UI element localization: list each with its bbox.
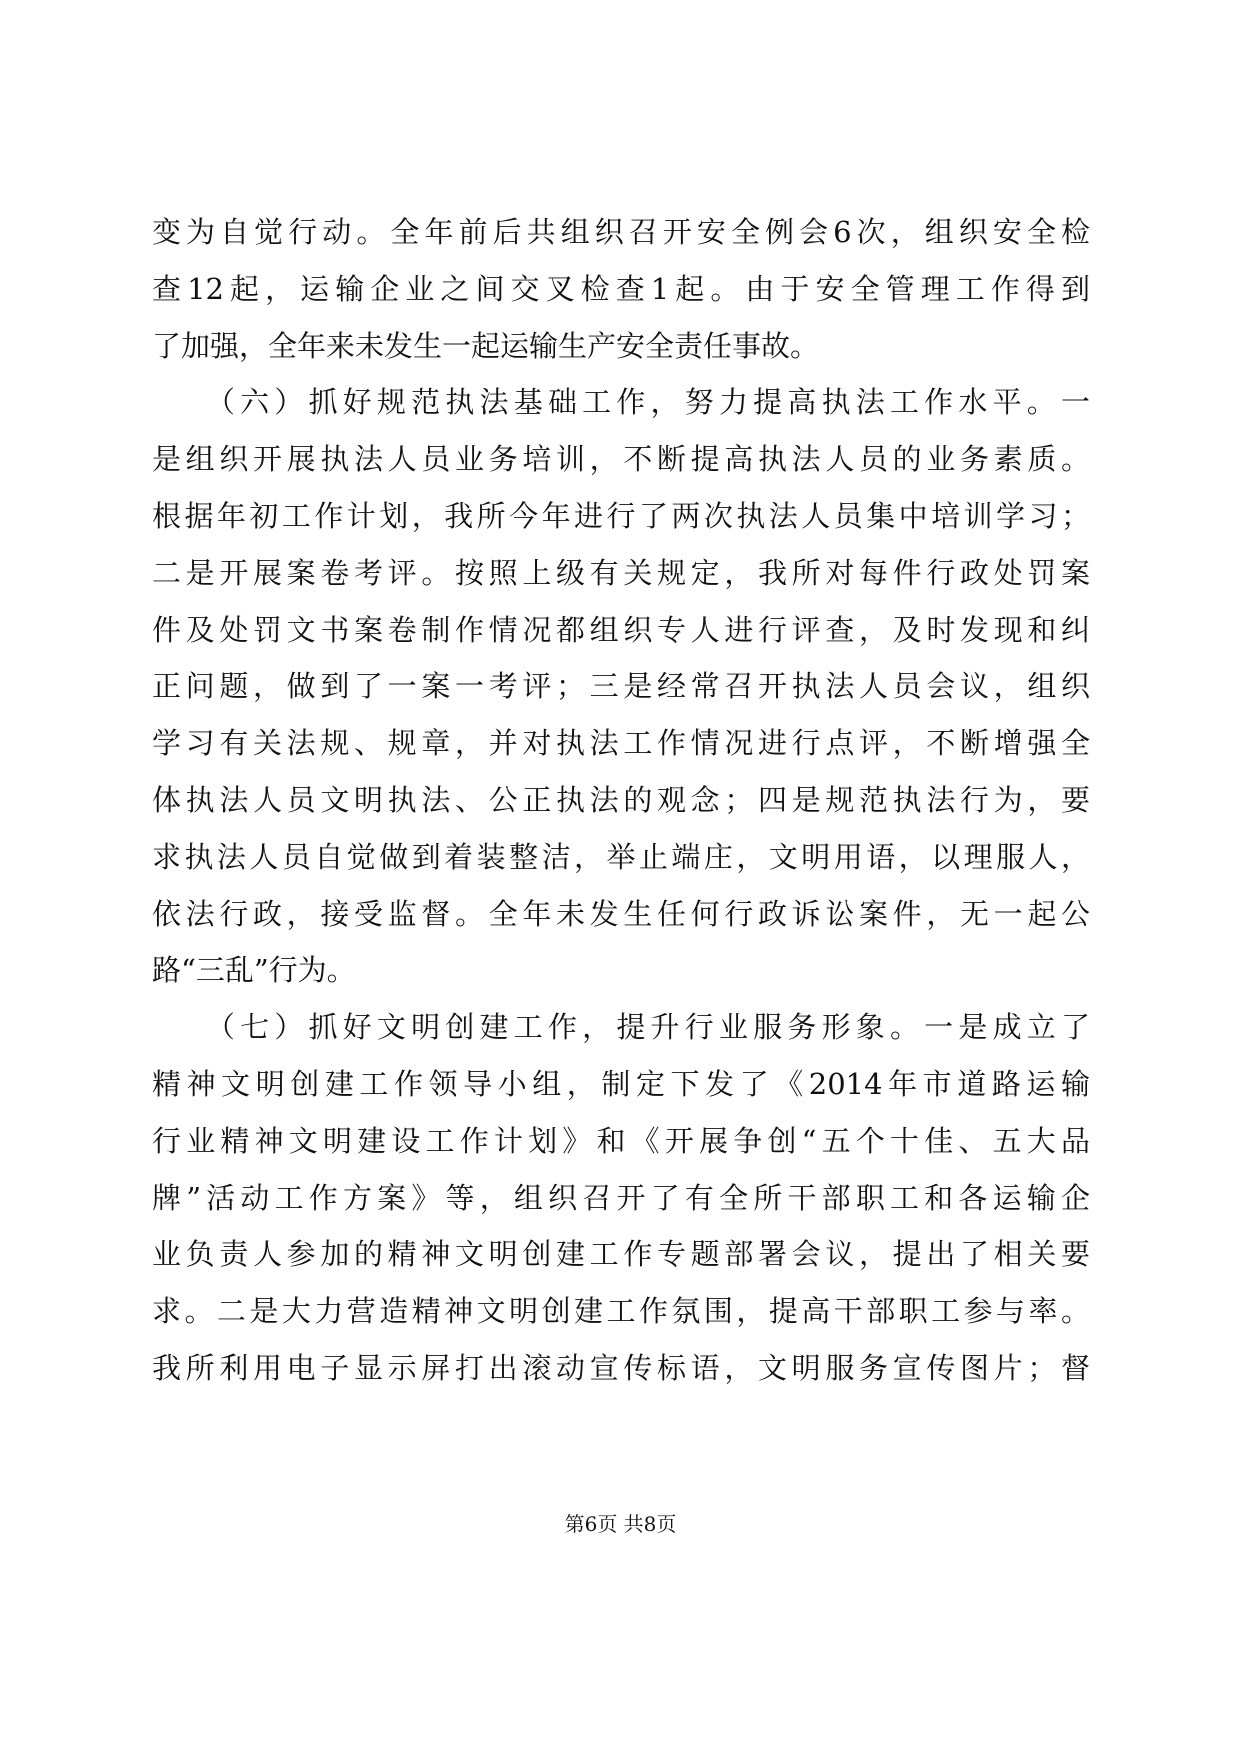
document-body xyxy=(152,204,1090,1397)
text-line: 精神文明创建工作领导小组，制定下发了《2014年市道路运输 xyxy=(152,1066,1090,1101)
text-line: 学习有关法规、规章，并对执法工作情况进行点评，不断增强全 xyxy=(152,726,1090,761)
text-line: 牌”活动工作方案》等，组织召开了有全所干部职工和各运输企 xyxy=(152,1180,1090,1215)
text-line: 了加强，全年来未发生一起运输生产安全责任事故。 xyxy=(152,328,820,363)
text-line: 二是开展案卷考评。按照上级有关规定，我所对每件行政处罚案 xyxy=(152,555,1090,590)
page-footer: 第6页 共8页 xyxy=(564,1512,677,1536)
text-line: 业负责人参加的精神文明创建工作专题部署会议，提出了相关要 xyxy=(152,1237,1090,1272)
text-line: 根据年初工作计划，我所今年进行了两次执法人员集中培训学习； xyxy=(152,498,1090,533)
text-line: 行业精神文明建设工作计划》和《开展争创“五个十佳、五大品 xyxy=(152,1123,1090,1158)
text-line: 体执法人员文明执法、公正执法的观念；四是规范执法行为，要 xyxy=(152,782,1090,817)
text-line: 件及处罚文书案卷制作情况都组织专人进行评查，及时发现和纠 xyxy=(152,612,1090,647)
text-line: 求。二是大力营造精神文明创建工作氛围，提高干部职工参与率。 xyxy=(152,1294,1090,1329)
text-line: 变为自觉行动。全年前后共组织召开安全例会6次，组织安全检 xyxy=(152,215,1090,249)
text-line: （七）抓好文明创建工作，提升行业服务形象。一是成立了 xyxy=(152,1010,1090,1045)
text-line: 依法行政，接受监督。全年未发生任何行政诉讼案件，无一起公 xyxy=(152,896,1090,931)
text-line: 我所利用电子显示屏打出滚动宣传标语，文明服务宣传图片；督 xyxy=(152,1350,1090,1385)
text-line: （六）抓好规范执法基础工作，努力提高执法工作水平。一 xyxy=(152,385,1090,420)
text-line: 正问题，做到了一案一考评；三是经常召开执法人员会议，组织 xyxy=(152,669,1090,704)
text-line: 路“三乱”行为。 xyxy=(152,953,356,988)
text-line: 是组织开展执法人员业务培训，不断提高执法人员的业务素质。 xyxy=(152,442,1090,477)
text-line: 查12起，运输企业之间交叉检查1起。由于安全管理工作得到 xyxy=(152,271,1090,306)
text-line: 求执法人员自觉做到着装整洁，举止端庄，文明用语，以理服人， xyxy=(152,839,1090,874)
